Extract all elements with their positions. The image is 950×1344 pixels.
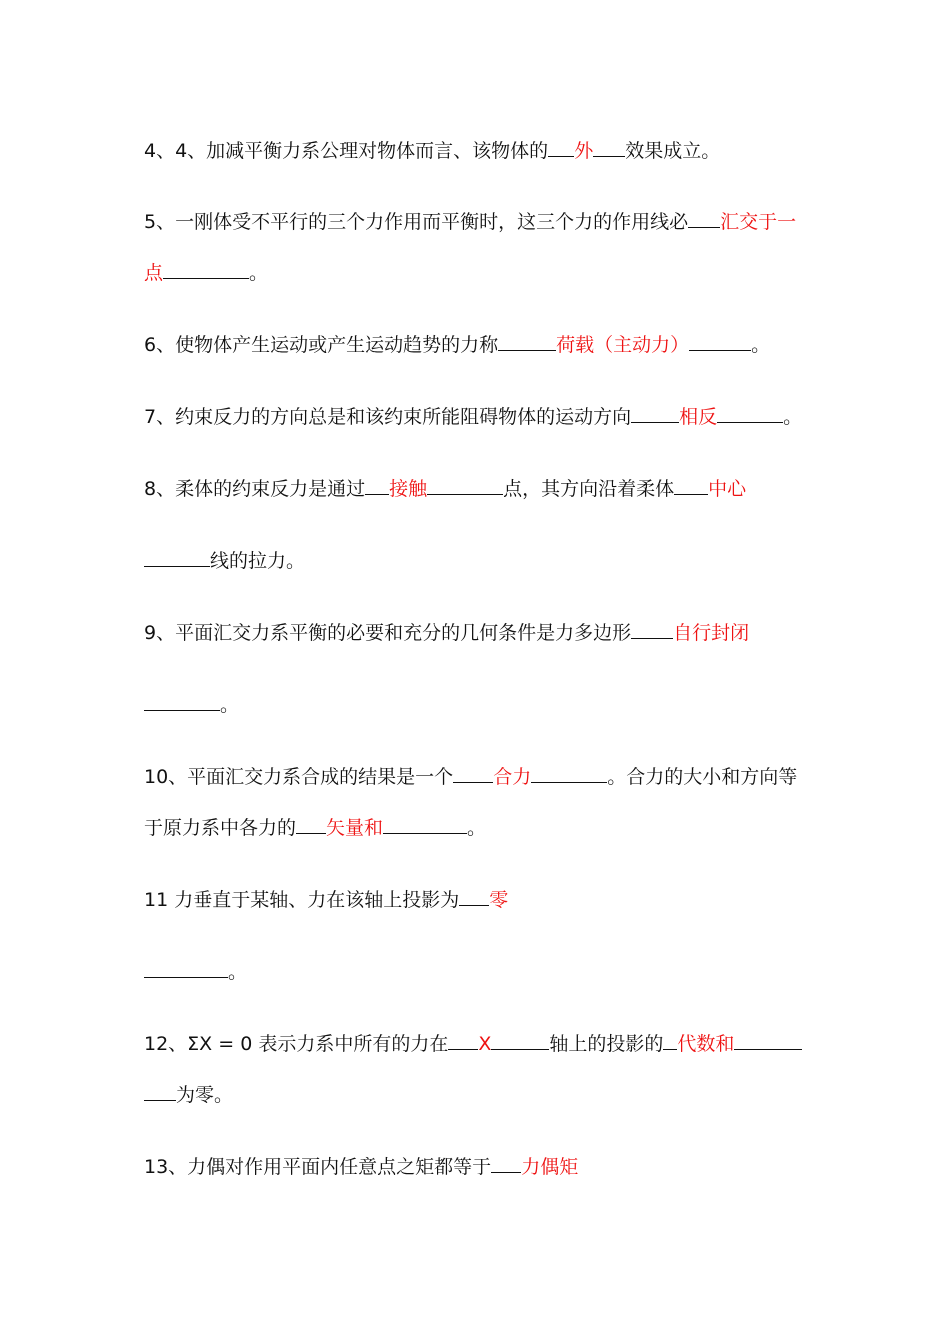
question-13 [144, 1153, 578, 1180]
answer-text: 荷载（主动力） [556, 334, 690, 356]
answer-text: 外 [574, 140, 594, 162]
question-text: 12、ΣX = 0 表示力系中所有的力在 [144, 1033, 449, 1055]
question-4 [144, 137, 720, 164]
blank [459, 886, 489, 906]
blank [453, 763, 493, 783]
question-text: 9、平面汇交力系平衡的必要和充分的几何条件是力多边形 [144, 622, 632, 644]
blank [448, 1030, 478, 1050]
question-text: 于原力系中各力的 [144, 817, 297, 839]
answer-text: 矢量和 [326, 817, 384, 839]
blank [631, 619, 673, 639]
answer-text: 汇交于一 [720, 211, 797, 233]
question-text: 。 [220, 694, 240, 716]
question-text: 轴上的投影的 [549, 1033, 664, 1055]
question-text: 8、柔体的约束反力是通过 [144, 478, 366, 500]
question-12-line-1 [144, 1030, 802, 1057]
answer-text: 合力 [493, 766, 532, 788]
blank [689, 331, 751, 351]
question-10-line-1 [144, 763, 797, 790]
question-text: 7、约束反力的方向总是和该约束所能阻碍物体的运动方向 [144, 406, 632, 428]
question-text: 点，其方向沿着柔体 [503, 478, 675, 500]
blank [593, 137, 625, 157]
question-text: 4、4、加减平衡力系公理对物体而言、该物体的 [144, 140, 549, 162]
question-6 [144, 331, 770, 358]
question-text: 为零。 [176, 1084, 234, 1106]
blank [296, 814, 326, 834]
blank [717, 403, 783, 423]
question-5-line-1 [144, 208, 796, 235]
question-7 [144, 403, 802, 430]
question-text: 11 力垂直于某轴、力在该轴上投影为 [144, 889, 460, 911]
question-text: 13、力偶对作用平面内任意点之矩都等于 [144, 1156, 492, 1178]
answer-text: 代数和 [677, 1033, 735, 1055]
question-text: 。合力的大小和方向等 [607, 766, 798, 788]
blank [663, 1030, 677, 1050]
answer-text: 中心 [708, 478, 747, 500]
question-text: 10、平面汇交力系合成的结果是一个 [144, 766, 454, 788]
blank [144, 547, 210, 567]
answer-text: 点 [144, 262, 164, 284]
question-12-line-2 [144, 1081, 233, 1108]
blank [144, 958, 228, 978]
answer-text: 力偶矩 [521, 1156, 579, 1178]
answer-text: 自行封闭 [673, 622, 750, 644]
question-text: 6、使物体产生运动或产生运动趋势的力称 [144, 334, 499, 356]
question-text: 效果成立。 [625, 140, 721, 162]
blank [491, 1030, 549, 1050]
blank [498, 331, 556, 351]
question-5-line-2 [144, 259, 268, 286]
question-8-line-1 [144, 475, 746, 502]
blank [674, 475, 708, 495]
answer-text: 零 [489, 889, 509, 911]
blank [531, 763, 607, 783]
question-9-line-2 [144, 691, 239, 718]
question-text: 线的拉力。 [210, 550, 306, 572]
blank [734, 1030, 802, 1050]
answer-text: 接触 [389, 478, 428, 500]
question-11-line-1 [144, 886, 508, 913]
answer-text: 相反 [679, 406, 718, 428]
answer-text: X [478, 1033, 492, 1055]
blank [631, 403, 679, 423]
question-9-line-1 [144, 619, 749, 646]
question-text: 。 [467, 817, 487, 839]
blank [427, 475, 503, 495]
blank [548, 137, 574, 157]
blank [383, 814, 467, 834]
question-text: 5、一刚体受不平行的三个力作用而平衡时，这三个力的作用线必 [144, 211, 689, 233]
blank [144, 691, 220, 711]
blank [688, 208, 720, 228]
blank [144, 1081, 176, 1101]
question-11-line-2 [144, 958, 247, 985]
blank [163, 259, 249, 279]
question-text: 。 [751, 334, 771, 356]
question-8-line-2 [144, 547, 305, 574]
question-10-line-2 [144, 814, 486, 841]
blank [365, 475, 389, 495]
blank [491, 1153, 521, 1173]
question-text: 。 [228, 961, 248, 983]
question-text: 。 [249, 262, 269, 284]
question-text: 。 [783, 406, 803, 428]
